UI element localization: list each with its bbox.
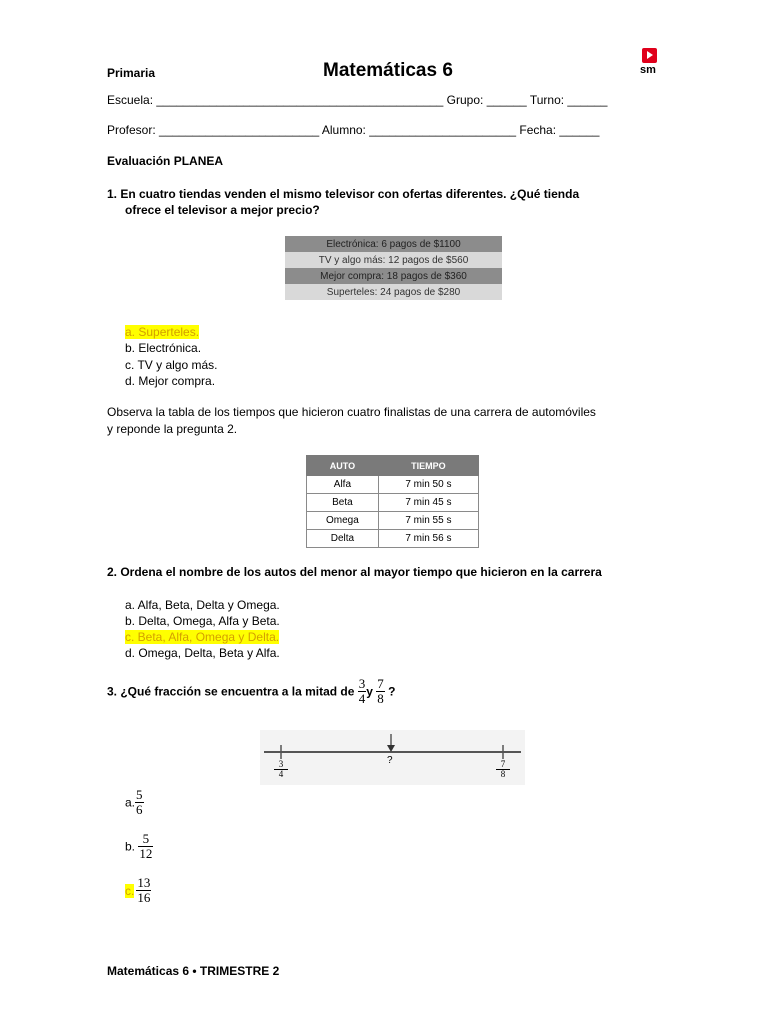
level-label: Primaria [107,66,156,80]
q1-option-c[interactable]: c. TV y algo más. [125,358,218,372]
car-time: 7 min 50 s [378,476,478,494]
line-label-right: 7 8 [496,760,510,779]
car-name: Beta [307,494,379,512]
q1-option-a[interactable]: a. Superteles. [125,325,200,339]
offer-row: Electrónica: 6 pagos de $1100 [285,236,502,252]
fraction: $\frac{13}{16}$ [137,875,151,905]
fraction-seven-eighths: $\frac{7}{8}$ [377,676,384,706]
question-3-mark: ? [388,684,396,699]
number-line-figure [260,730,525,785]
column-header-auto: AUTO [307,456,379,476]
car-time: 7 min 55 s [378,512,478,530]
race-times-table [306,455,479,548]
line-label-left: 3 4 [274,760,288,779]
offer-row: Superteles: 24 pagos de $280 [285,284,502,300]
table-row [307,530,479,548]
table-row [307,476,479,494]
q2-option-b[interactable]: b. Delta, Omega, Alfa y Beta. [125,614,280,628]
car-name: Delta [307,530,379,548]
fraction: $\frac{5}{6}$ [136,787,143,817]
offer-row: TV y algo más: 12 pagos de $560 [285,252,502,268]
car-name: Alfa [307,476,379,494]
option-label: c. [125,883,135,898]
q3-option-c[interactable] [125,876,151,905]
question-3 [107,677,395,706]
sm-logo [640,48,660,76]
arrow-down-icon [387,745,395,752]
option-label: b. [125,839,136,854]
logo-text: sm [640,64,656,76]
column-header-tiempo: TIEMPO [378,456,478,476]
q2-option-c[interactable]: c. Beta, Alfa, Omega y Delta. [125,630,280,644]
option-label: a. [125,795,136,810]
question-1-line1: 1. En cuatro tiendas venden el mismo televisor con ofertas diferentes. ¿Qué tienda [107,187,580,201]
q1-option-d[interactable]: d. Mejor compra. [125,374,216,388]
question-1-line2: ofrece el televisor a mejor precio? [125,203,320,217]
table-row [307,512,479,530]
q2-option-a[interactable]: a. Alfa, Beta, Delta y Omega. [125,598,280,612]
fraction: $\frac{5}{12}$ [139,831,153,861]
table-row [307,494,479,512]
q3-option-a[interactable] [125,788,144,817]
teacher-line: Profesor: ________________________ Alumno: ______________________ Fecha: ______ [107,123,600,137]
q1-option-b[interactable]: b. Electrónica. [125,341,202,355]
car-name: Omega [307,512,379,530]
section-title: Evaluación PLANEA [107,154,224,168]
q3-option-b[interactable] [125,832,153,861]
intro-2-line1: Observa la tabla de los tiempos que hicieron cuatro finalistas de una carrera de automóviles [107,405,596,419]
fraction-three-quarters: $\frac{3}{4}$ [358,676,366,706]
car-time: 7 min 45 s [378,494,478,512]
offer-row: Mejor compra: 18 pagos de $360 [285,268,502,284]
play-icon [642,48,657,63]
page-title: Matemáticas 6 [323,60,453,81]
question-3-text: 3. ¿Qué fracción se encuentra a la mitad de [107,684,355,699]
question-3-conj: y [366,684,373,699]
intro-2-line2: y reponde la pregunta 2. [107,422,238,436]
q2-option-d[interactable]: d. Omega, Delta, Beta y Alfa. [125,646,280,660]
car-time: 7 min 56 s [378,530,478,548]
school-line: Escuela: ___________________________________________ Grupo: ______ Turno: ______ [107,93,608,107]
question-2: 2. Ordena el nombre de los autos del menor al mayor tiempo que hicieron en la carrera [107,565,602,579]
line-label-question: ? [387,755,393,766]
offers-table [285,236,502,300]
footer: Matemáticas 6 • TRIMESTRE 2 [107,964,280,978]
